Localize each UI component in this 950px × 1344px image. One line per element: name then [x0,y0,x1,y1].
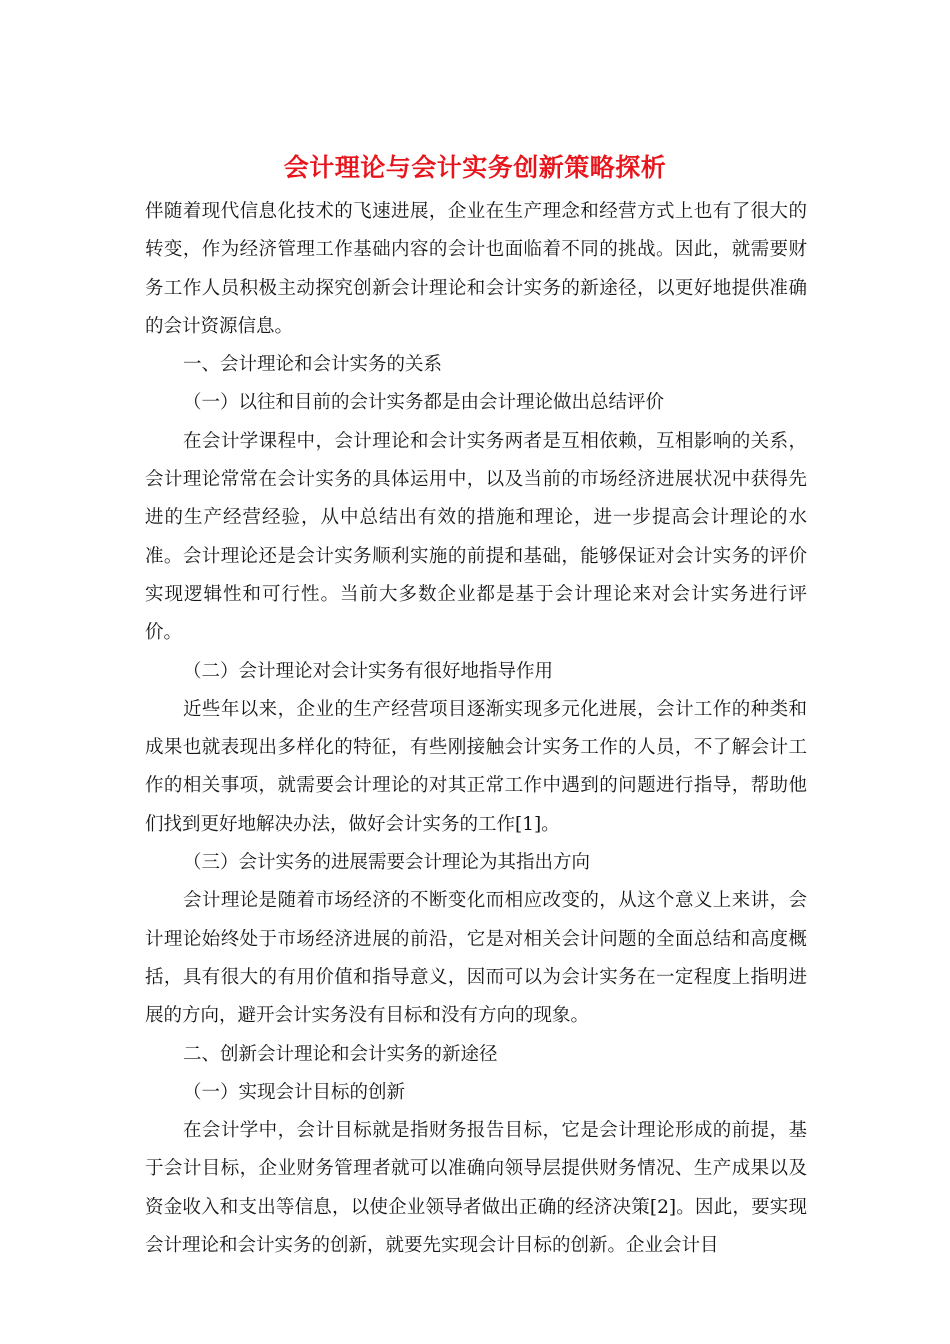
document-title: 会计理论与会计实务创新策略探析 [283,153,667,182]
body-paragraph: 会计理论是随着市场经济的不断变化而相应改变的，从这个意义上来讲，会计理论始终处于市场经济进展的前沿，它是对相关会计问题的全面总结和高度概括，具有很大的有用价值和指导意义，因而可以为会计实务在一定程度上指明进展的方向，避开会计实务没有目标和没有方向的现象。 [145,890,807,1027]
body-paragraph: 近些年以来，企业的生产经营项目逐渐实现多元化进展，会计工作的种类和成果也就表现出多样化的特征，有些刚接触会计实务工作的人员，不了解会计工作的相关事项，就需要会计理论的对其正常工作中遇到的问题进行指导，帮助他们找到更好地解决办法，做好会计实务的工作[1]。 [145,698,807,835]
body-paragraph: 在会计学中，会计目标就是指财务报告目标，它是会计理论形成的前提，基于会计目标，企业财务管理者就可以准确向领导层提供财务情况、生产成果以及资金收入和支出等信息，以使企业领导者做出正确的经济决策[2]。因此，要实现会计理论和会计实务的创新，就要先实现会计目标的创新。企业会计目 [145,1120,807,1257]
document-body [145,193,807,1265]
body-paragraph: 在会计学课程中，会计理论和会计实务两者是互相依赖，互相影响的关系，会计理论常常在会计实务的具体运用中，以及当前的市场经济进展状况中获得先进的生产经营经验，从中总结出有效的措施和理论，进一步提高会计理论的水准。会计理论还是会计实务顺利实施的前提和基础，能够保证对会计实务的评价实现逻辑性和可行性。当前大多数企业都是基于会计理论来对会计实务进行评价。 [145,430,807,644]
section-heading-1: 一、会计理论和会计实务的关系 [183,354,443,376]
subsection-heading-2-1: （一）实现会计目标的创新 [183,1081,406,1103]
subsection-heading-1-1: （一）以往和目前的会计实务都是由会计理论做出总结评价 [183,392,665,414]
intro-paragraph: 伴随着现代信息化技术的飞速进展，企业在生产理念和经营方式上也有了很大的转变，作为经济管理工作基础内容的会计也面临着不同的挑战。因此，就需要财务工作人员积极主动探究创新会计理论和会计实务的新途径，以更好地提供准确的会计资源信息。 [145,201,807,337]
subsection-heading-1-3: （三）会计实务的进展需要会计理论为其指出方向 [183,852,591,874]
subsection-heading-1-2: （二）会计理论对会计实务有很好地指导作用 [183,660,554,682]
section-heading-2: 二、创新会计理论和会计实务的新途径 [183,1043,498,1065]
